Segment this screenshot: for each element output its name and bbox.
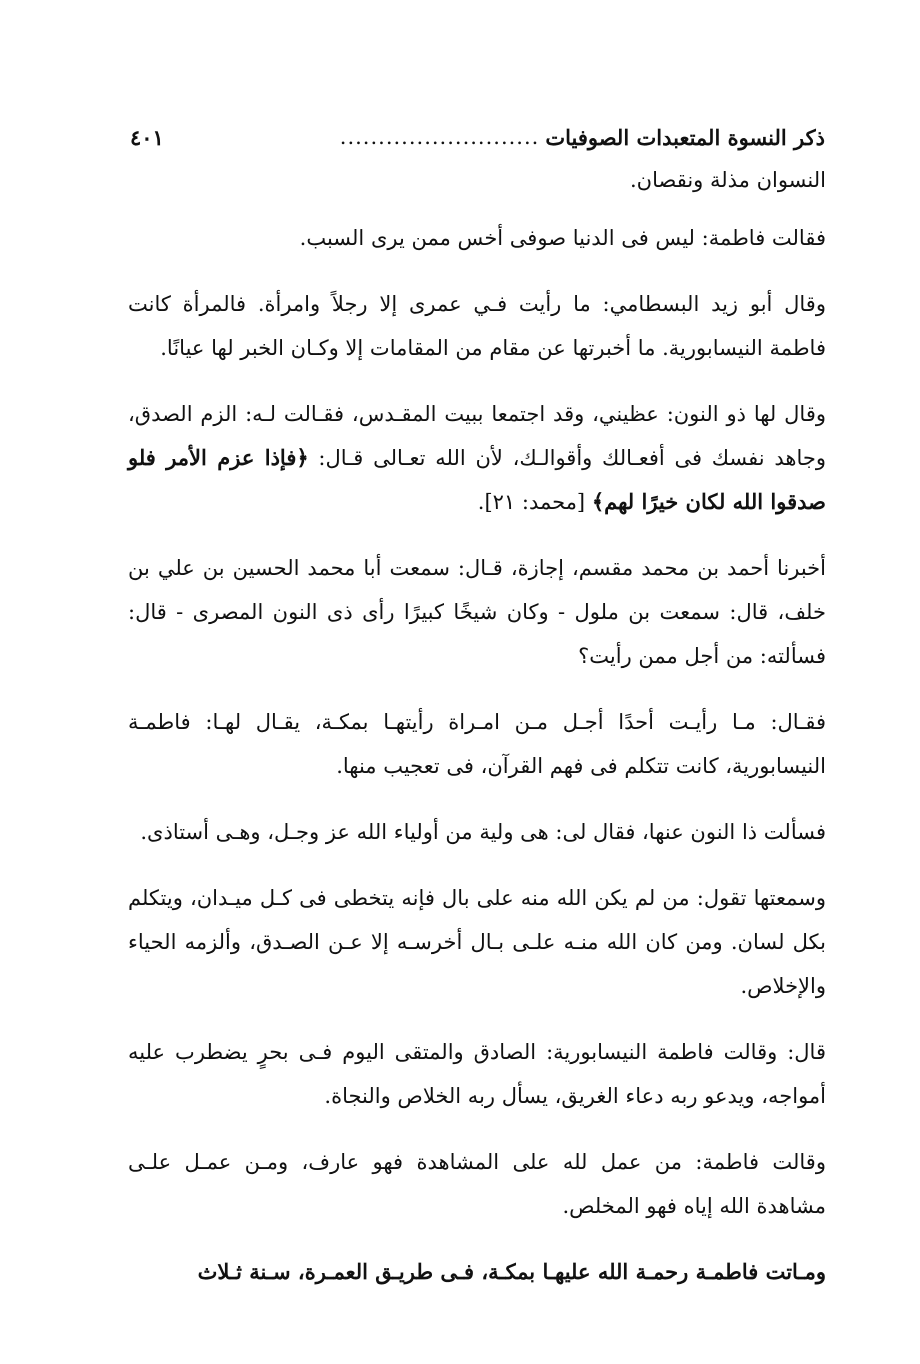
page-number: ٤٠١: [130, 124, 164, 150]
page-body: [128, 158, 826, 1294]
paragraph: وسمعتها تقول: من لم يكن الله منه على بال فإنه يتخطى فى كـل ميـدان، ويتكلم بكل لسان. ومن كان الله منـه علـى بـال أخرسـه إلا عـن الصـدق، وألزمه الحياء والإخلاص.: [128, 886, 826, 998]
quran-verse: ﴿فإذا عزم الأمر فلو صدقوا الله لكان خيرًا لهم﴾: [128, 445, 826, 514]
paragraph: فقـال: مـا رأيـت أحدًا أجـل مـن امـراة رأيتهـا بمكـة، يقـال لهـا: فاطمـة النيسابورية، كانت تتكلم فى فهم القرآن، فى تعجيب منها.: [128, 710, 826, 778]
paragraph-dhunnun: [128, 392, 826, 524]
paragraph: أخبرنا أحمد بن محمد مقسم، إجازة، قـال: سمعت أبا محمد الحسين بن علي بن خلف، قال: سمعت بن ملول - وكان شيخًا كبيرًا رأى ذى النون المصرى - قال: فسألته: من أجل ممن رأيت؟: [128, 556, 826, 668]
running-header: [130, 122, 825, 152]
paragraph-text: وقال لها ذو النون: عظيني، وقد اجتمعا ببيت المقـدس، فقـالت لـه: الزم الصدق، وجاهد نفسك فى أفعـالك وأقوالـك، لأن الله تعـالى قـال:: [128, 402, 826, 470]
header-dot-leader: ..........................: [339, 125, 540, 149]
paragraph-last: ومـاتت فاطمـة رحمـة الله عليهـا بمكـة، فـى طريـق العمـرة، سـنة ثـلاث: [197, 1259, 826, 1284]
header-title: ذكر النسوة المتعبدات الصوفيات: [545, 124, 825, 150]
paragraph: فقالت فاطمة: ليس فى الدنيا صوفى أخس ممن يرى السبب.: [299, 226, 826, 250]
paragraph: النسوان مذلة ونقصان.: [629, 168, 826, 192]
paragraph: وقالت فاطمة: من عمل لله على المشاهدة فهو عارف، ومـن عمـل علـى مشاهدة الله إياه فهو المخلص.: [128, 1150, 826, 1218]
verse-citation: [محمد: ٢١].: [477, 490, 592, 514]
paragraph: قال: وقالت فاطمة النيسابورية: الصادق والمتقى اليوم فـى بحرٍ يضطرب عليه أمواجه، ويدعو ربه دعاء الغريق، يسأل ربه الخلاص والنجاة.: [128, 1040, 826, 1108]
paragraph: وقال أبو زيد البسطامي: ما رأيت فـي عمرى إلا رجلاً وامرأة. فالمرأة كانت فاطمة النيسابورية. ما أخبرتها عن مقام من المقامات إلا وكـان الخبر لها عيانًا.: [128, 292, 826, 360]
paragraph: فسألت ذا النون عنها، فقال لى: هى ولية من أولياء الله عز وجـل، وهـى أستاذى.: [140, 820, 826, 844]
